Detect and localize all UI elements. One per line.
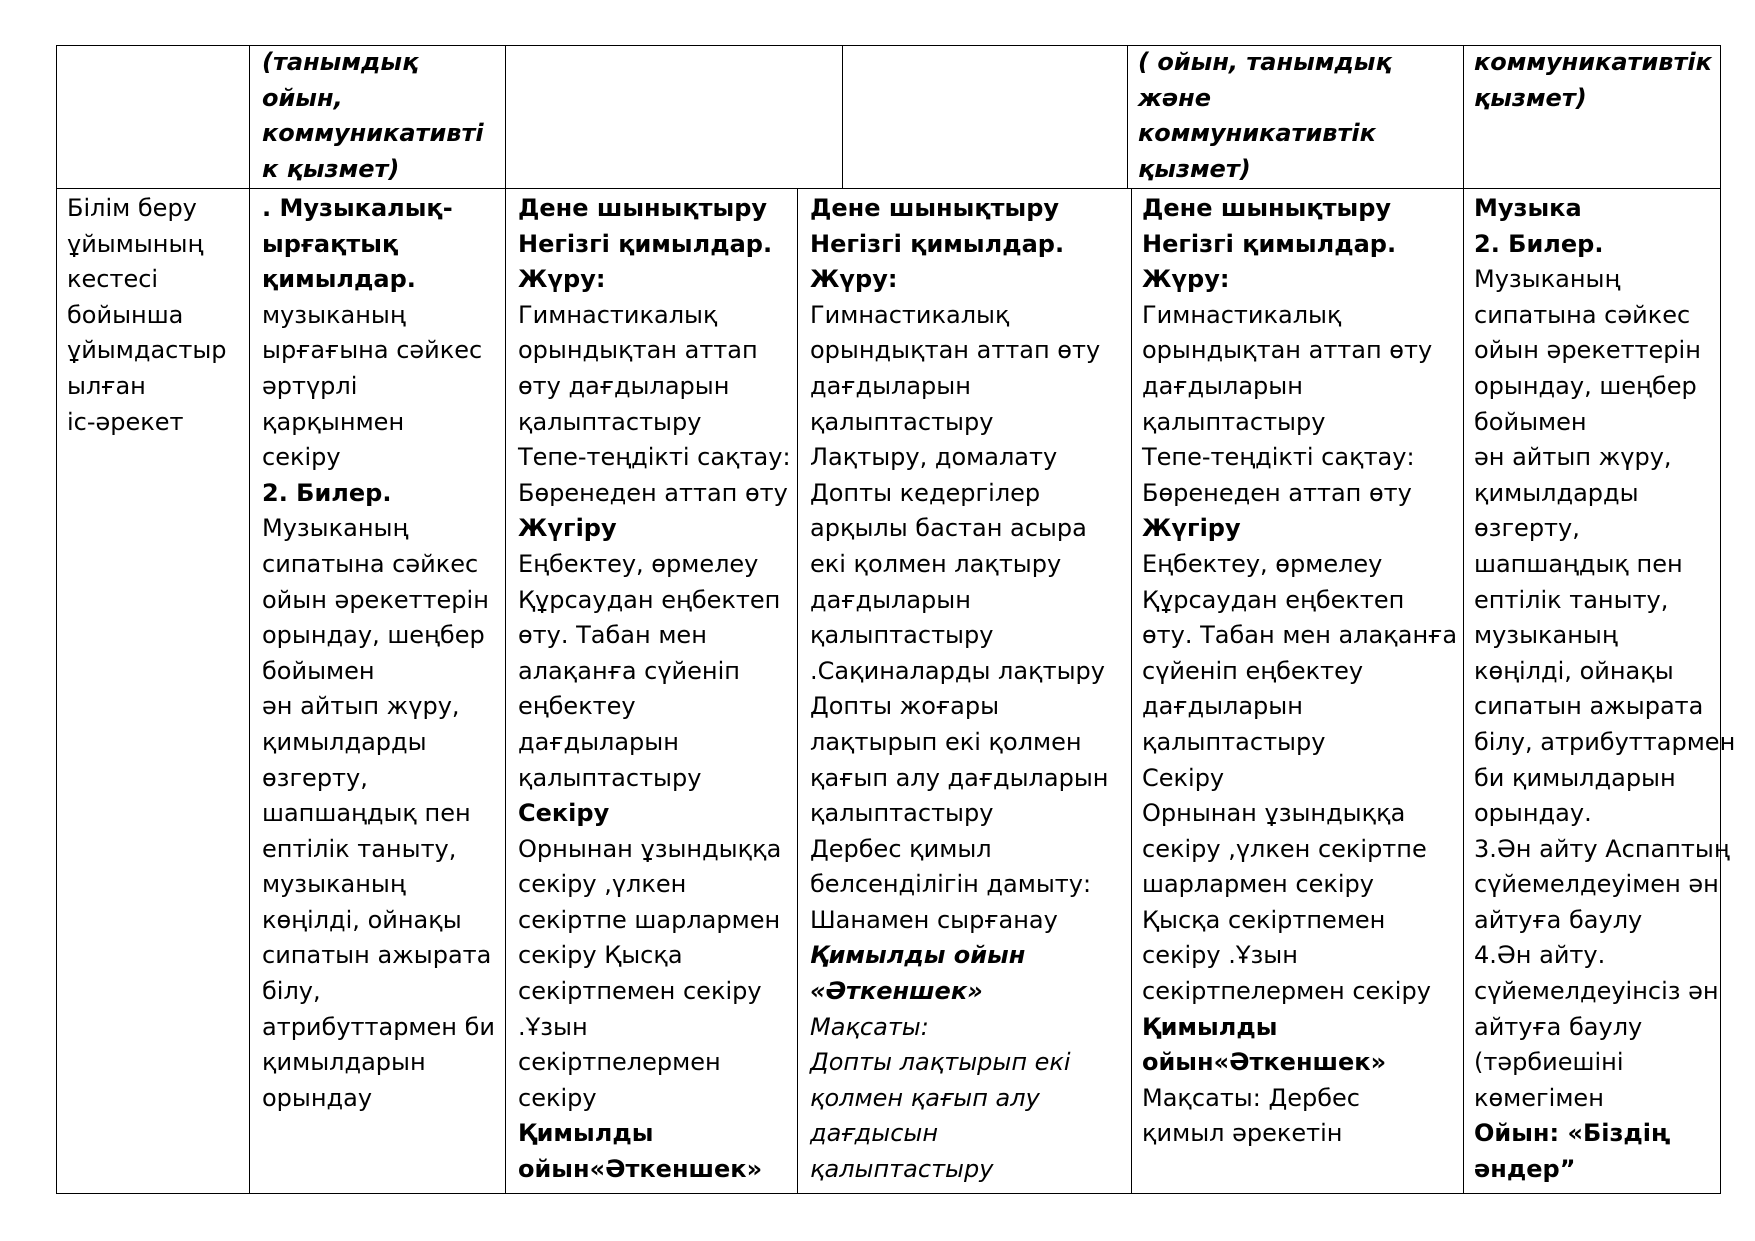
cell-text-line: орындықтан аттап өту <box>810 336 1101 365</box>
cell-text-line: Жүгіру <box>1142 514 1241 543</box>
cell-text-line: Гимнастикалық <box>1142 300 1342 329</box>
cell-text-line: екі қолмен лақтыру <box>810 549 1062 578</box>
cell-text-line: Музыканың <box>1474 265 1621 294</box>
cell-text-line: қимылдарды <box>262 727 427 756</box>
cell-text-line: ырғақтық <box>262 229 399 258</box>
cell-text-line: қалыптастыру <box>518 763 702 792</box>
cell-text-line: ылған <box>67 371 146 400</box>
column-divider <box>505 45 506 1194</box>
cell-text-line: бойынша <box>67 300 184 329</box>
column-divider <box>1463 45 1464 1194</box>
cell-text-line: секіртпелермен <box>518 1048 721 1077</box>
cell-text-line: лақтырып екі қолмен <box>810 727 1082 756</box>
cell-text-line: ән айтып жүру, <box>262 692 460 721</box>
column-divider <box>249 45 250 1194</box>
cell-text-line: музыканың <box>1474 621 1618 650</box>
cell-text-line: сүйеніп еңбектеу <box>1142 656 1364 685</box>
cell-text-line: секіру ,үлкен секіртпе <box>1142 834 1427 863</box>
cell-text-line: көңілді, ойнақы <box>1474 656 1674 685</box>
cell-text-line: дағдысын <box>810 1119 939 1148</box>
cell-text-line: Дене шынықтыру <box>1142 194 1392 222</box>
cell-text-line: Дене шынықтыру <box>810 194 1060 222</box>
cell-text-line: білу, атрибуттармен <box>1474 727 1736 756</box>
cell-text-line: қимылдарын <box>262 1048 426 1077</box>
cell-text-line: қалыптастыру <box>518 407 702 436</box>
cell-text-line: секіру Қысқа <box>518 941 683 970</box>
cell-text-line: атрибуттармен би <box>262 1012 496 1041</box>
cell-text-line: Қысқа секіртпемен <box>1142 905 1386 934</box>
cell-text-line: секіру <box>262 443 341 472</box>
cell-text-line: дағдыларын <box>810 371 971 400</box>
cell-text-line: ойын«Әткеншек» <box>1142 1048 1387 1077</box>
cell-text-line: Негізгі қимылдар. <box>518 229 773 258</box>
cell-text-line: Құрсаудан еңбектеп <box>518 585 781 614</box>
cell-text-line: Лақтыру, домалату <box>810 443 1058 472</box>
column-divider-lower <box>797 188 798 1193</box>
cell-text-line: сипатына сәйкес <box>1474 300 1691 329</box>
cell-text-line: (танымдық <box>262 48 419 76</box>
cell-text-line: қызмет) <box>1474 83 1587 112</box>
cell-text-line: (тәрбиешіні <box>1474 1048 1624 1077</box>
cell-text-line: Тепе-теңдікті сақтау: <box>518 443 791 472</box>
cell-text-line: өзгерту, <box>262 763 368 792</box>
cell-text-line: қарқынмен <box>262 407 405 436</box>
cell-text-line: ойын әрекеттерін <box>262 585 489 614</box>
cell-text-line: шапшаңдық пен <box>1474 549 1683 578</box>
physical-education-cell-c <box>1142 191 1457 1152</box>
cell-text-line: коммуникативтік <box>1138 119 1376 148</box>
cell-text-line: .Ұзын <box>518 1012 588 1041</box>
cell-text-line: секіру <box>518 1083 597 1112</box>
cell-text-line: сипатын ажырата <box>262 941 492 970</box>
cell-text-line: сипатын ажырата <box>1474 692 1704 721</box>
cell-text-line: Еңбектеу, өрмелеу <box>1142 549 1383 578</box>
cell-text-line: коммуникативтік <box>1474 48 1712 76</box>
cell-text-line: дағдыларын <box>1142 692 1303 721</box>
cell-text-line: Допты жоғары <box>810 692 1000 721</box>
cell-text-line: Құрсаудан еңбектеп <box>1142 585 1405 614</box>
cell-text-line: қалыптастыру <box>810 799 994 828</box>
cell-text-line: сүйемелдеуінсіз ән <box>1474 977 1719 1006</box>
cell-text-line: алақанға сүйеніп <box>518 656 740 685</box>
cell-text-line: Жүру: <box>1142 265 1230 294</box>
cell-text-line: қағып алу дағдыларын <box>810 763 1109 792</box>
physical-education-cell-a <box>518 191 791 1188</box>
cell-text-line: ән айтып жүру, <box>1474 443 1672 472</box>
table-border-left <box>56 45 57 1194</box>
cell-text-line: Секіру <box>1142 763 1225 792</box>
cell-text-line: ұйымының <box>67 229 204 258</box>
cell-text-line: орындықтан аттап <box>518 336 758 365</box>
cell-text-line: ұйымдастыр <box>67 336 227 365</box>
cell-text-line: шапшаңдық пен <box>262 799 471 828</box>
cell-text-line: Допты кедергілер <box>810 478 1041 507</box>
cell-text-line: әндер” <box>1474 1155 1576 1184</box>
cell-text-line: секіртпе шарлармен <box>518 905 781 934</box>
cell-text-line: Қимылды <box>1142 1012 1278 1041</box>
cell-text-line: орындықтан аттап өту <box>1142 336 1433 365</box>
cell-text-line: Гимнастикалық <box>518 300 718 329</box>
music-cell <box>1474 191 1735 1188</box>
cell-text-line: қалыптастыру <box>810 621 994 650</box>
cell-text-line: 3.Ән айту Аспаптың <box>1474 834 1730 863</box>
cell-text-line: Білім беру <box>67 194 197 222</box>
column-divider-lower <box>1131 188 1132 1193</box>
row-label-cell <box>67 191 227 440</box>
cell-text-line: секіртпемен секіру <box>518 977 762 1006</box>
cell-text-line: 2. Билер. <box>262 478 392 507</box>
cell-text-line: өту. Табан мен алақанға <box>1142 621 1458 650</box>
cell-text-line: Музыканың <box>262 514 409 543</box>
cell-text-line: 2. Билер. <box>1474 229 1604 258</box>
physical-education-cell-b <box>810 191 1108 1188</box>
cell-text-line: Жүру: <box>810 265 898 294</box>
cell-text-line: қимылдар. <box>262 265 416 294</box>
cell-text-line: кестесі <box>67 265 159 294</box>
cell-text-line: көңілді, ойнақы <box>262 905 462 934</box>
cell-text-line: әртүрлі <box>262 371 358 400</box>
cell-text-line: еңбектеу <box>518 692 636 721</box>
cell-text-line: орындау. <box>1474 799 1592 828</box>
cell-text-line: шарлармен секіру <box>1142 870 1374 899</box>
cell-text-line: қалыптастыру <box>1142 407 1326 436</box>
cell-text-line: ептілік таныту, <box>1474 585 1669 614</box>
cell-text-line: Еңбектеу, өрмелеу <box>518 549 759 578</box>
music-rhythm-cell <box>262 191 495 1116</box>
cell-text-line: Негізгі қимылдар. <box>1142 229 1397 258</box>
cell-text-line: қолмен қағып алу <box>810 1083 1040 1112</box>
cell-text-line: Секіру <box>518 799 610 828</box>
cell-text-line: секіртпелермен секіру <box>1142 977 1431 1006</box>
table-border-bottom <box>56 1193 1720 1194</box>
cell-text-line: арқылы бастан асыра <box>810 514 1087 543</box>
cell-text-line: Орнынан ұзындыққа <box>518 834 782 863</box>
cell-text-line: дағдыларын <box>810 585 971 614</box>
cell-text-line: .Сақиналарды лақтыру <box>810 656 1105 685</box>
cell-text-line: қалыптастыру <box>810 407 994 436</box>
cell-text-line: бойымен <box>1474 407 1587 436</box>
cell-text-line: өту дағдыларын <box>518 371 730 400</box>
cell-text-line: Гимнастикалық <box>810 300 1010 329</box>
cell-text-line: бойымен <box>262 656 375 685</box>
cell-text-line: белсенділігін дамыту: <box>810 870 1092 899</box>
cell-text-line: дағдыларын <box>1142 371 1303 400</box>
cell-text-line: . Музыкалық- <box>262 194 453 222</box>
cell-text-line: секіру .Ұзын <box>1142 941 1298 970</box>
cell-text-line: ырғағына сәйкес <box>262 336 483 365</box>
cell-text-line: Жүгіру <box>518 514 617 543</box>
cell-text-line: к қызмет) <box>262 154 400 183</box>
cell-text-line: өту. Табан мен <box>518 621 707 650</box>
cell-text-line: Бөренеден аттап өту <box>1142 478 1412 507</box>
cell-text-line: қалыптастыру <box>1142 727 1326 756</box>
cell-text-line: және <box>1138 83 1212 112</box>
cell-text-line: музыканың <box>262 300 406 329</box>
cell-text-line: музыканың <box>262 870 406 899</box>
cell-text-line: қимылдарды <box>1474 478 1639 507</box>
cell-text-line: ойын, <box>262 83 343 112</box>
column-divider-upper <box>1127 45 1128 188</box>
cell-text-line: Орнынан ұзындыққа <box>1142 799 1406 828</box>
cell-text-line: Қимылды ойын <box>810 941 1026 970</box>
cell-text-line: Мақсаты: Дербес <box>1142 1083 1360 1112</box>
cell-text-line: Қимылды <box>518 1119 654 1148</box>
cell-text-line: көмегімен <box>1474 1083 1604 1112</box>
cell-text-line: сипатына сәйкес <box>262 549 479 578</box>
cell-text-line: Музыка <box>1474 194 1582 222</box>
cell-text-line: Ойын: «Біздің <box>1474 1119 1671 1148</box>
cell-text-line: айтуға баулу <box>1474 905 1643 934</box>
cell-text-line: коммуникативті <box>262 119 484 148</box>
cell-text-line: ойын әрекеттерін <box>1474 336 1701 365</box>
cell-text-line: ойын«Әткеншек» <box>518 1155 763 1184</box>
cell-text-line: қызмет) <box>1138 154 1251 183</box>
row-divider <box>56 188 1720 189</box>
cell-text-line: сүйемелдеуімен ән <box>1474 870 1719 899</box>
cell-text-line: дағдыларын <box>518 727 679 756</box>
cell-text-line: би қимылдарын <box>1474 763 1676 792</box>
cell-text-line: айтуға баулу <box>1474 1012 1643 1041</box>
cell-text-line: Мақсаты: <box>810 1012 929 1041</box>
header-cell-5 <box>1474 45 1712 116</box>
cell-text-line: «Әткеншек» <box>810 977 983 1006</box>
cell-text-line: Шанамен сырғанау <box>810 905 1058 934</box>
cell-text-line: қалыптастыру <box>810 1155 994 1184</box>
column-divider-upper <box>842 45 843 188</box>
cell-text-line: Дербес қимыл <box>810 834 992 863</box>
cell-text-line: орындау <box>262 1083 373 1112</box>
cell-text-line: 4.Ән айту. <box>1474 941 1606 970</box>
cell-text-line: ( ойын, танымдық <box>1138 48 1392 76</box>
cell-text-line: Тепе-теңдікті сақтау: <box>1142 443 1415 472</box>
cell-text-line: Допты лақтырып екі <box>810 1048 1071 1077</box>
cell-text-line: өзгерту, <box>1474 514 1580 543</box>
cell-text-line: орындау, шеңбер <box>262 621 485 650</box>
cell-text-line: ептілік таныту, <box>262 834 457 863</box>
cell-text-line: Жүру: <box>518 265 606 294</box>
cell-text-line: Бөренеден аттап өту <box>518 478 788 507</box>
header-cell-1 <box>262 45 484 187</box>
cell-text-line: Дене шынықтыру <box>518 194 768 222</box>
cell-text-line: қимыл әрекетін <box>1142 1119 1343 1148</box>
header-cell-4 <box>1138 45 1392 187</box>
cell-text-line: секіру ,үлкен <box>518 870 687 899</box>
cell-text-line: іс-әрекет <box>67 407 184 436</box>
cell-text-line: Негізгі қимылдар. <box>810 229 1065 258</box>
cell-text-line: орындау, шеңбер <box>1474 371 1697 400</box>
cell-text-line: білу, <box>262 977 321 1006</box>
